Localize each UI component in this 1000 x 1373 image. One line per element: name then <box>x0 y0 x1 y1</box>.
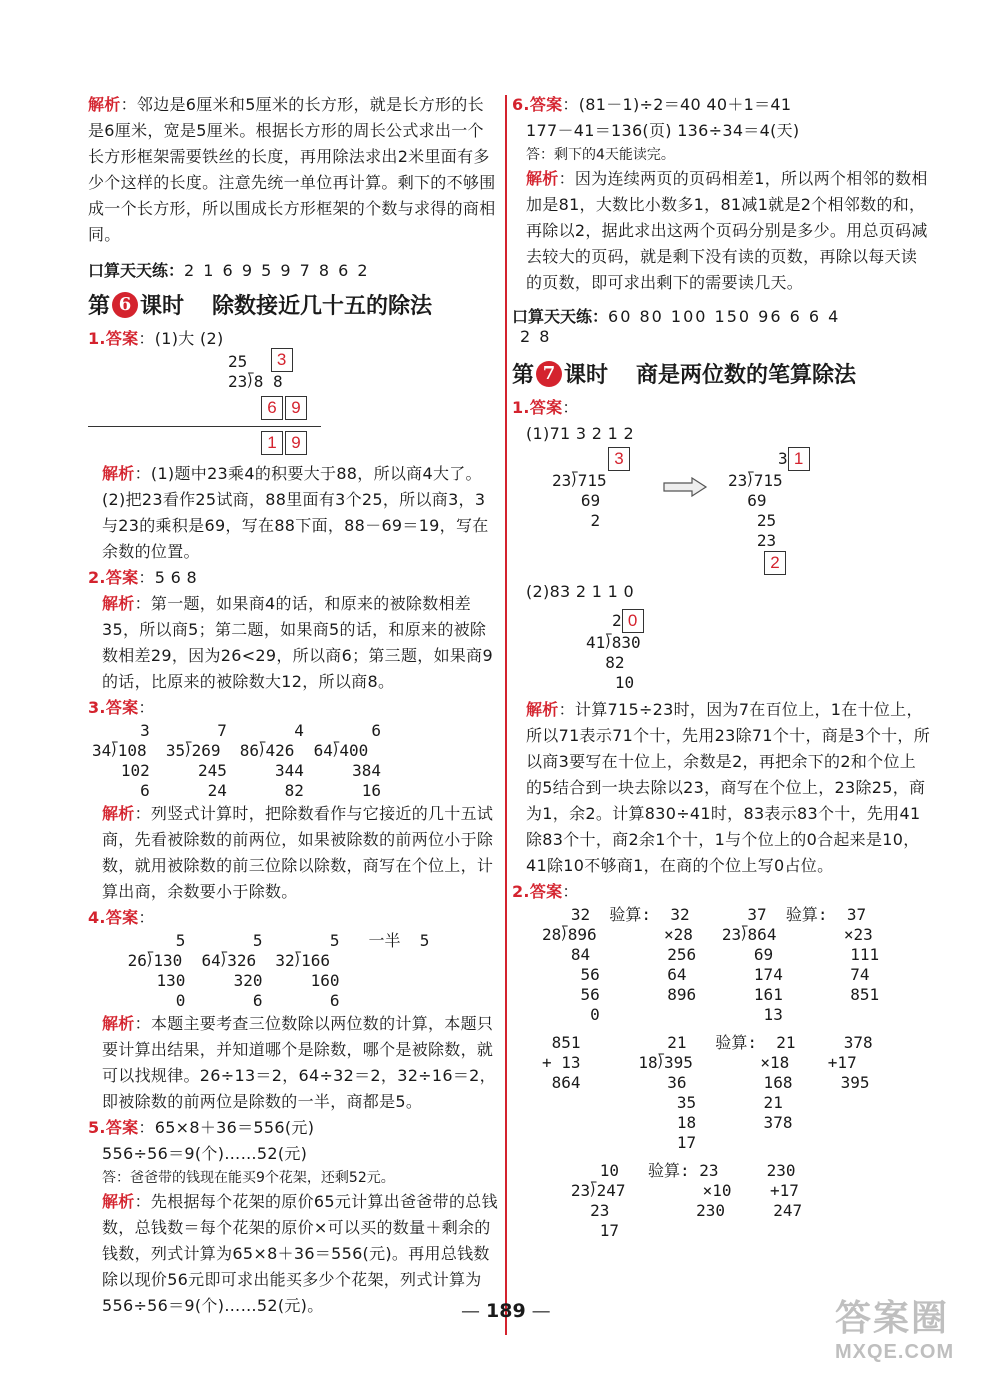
answer-box: 9 <box>285 396 307 420</box>
division-calcs: 3 7 4 6 34⟌108 35⟌269 86⟌426 64⟌400 102 245 344 384 6 24 82 16 <box>92 721 381 800</box>
oral-practice: 口算天天练：60 80 100 150 96 6 6 4 2 8 <box>512 307 841 346</box>
question-5: 5.答案：65×8＋36＝556(元) 556÷56＝9(个)……52(元) 答：爸爸带的钱现在能买9个花架，还剩52元。 解析：先根据每个花架的原价65元计算出爸爸带的总钱数，总钱数＝每个花架的原价×可以买的数量＋剩余的钱数，列式计算为65×8＋36＝556(元)。再用总钱数除以现价56元即可求出能买多少个花架，列式计算为556÷56＝9(个)……52(元)。 <box>88 1118 498 1315</box>
answer-box: 2 <box>764 551 786 575</box>
question-7-1: 1.答案： (1)71 3 2 1 2 3 23⟌715 69 2 3 1 23⟌715 69 25 23 2 (2)83 2 1 1 0 2 0 41⟌830 82 10 解析：计算715÷23时，因为7在百位上，1在十位上，所以71表示71个十，先用23除71个十，商是3个十，所以商3要写在十位上，余数是2，再把余下的2和个位上的5结合到一块去除以23，商写在个位上，23除25，商为1，余2。计算830÷41时，83表示83个十，先用41除83个十，商2余1个十，1与个位上的0合起来是10，41除10不够商1，在商的个位上写0占位。 <box>512 398 931 875</box>
top-note: 解析：邻边是6厘米和5厘米的长方形，就是长方形的长是6厘米，宽是5厘米。根据长方形的周长公式求出一个长方形框架需要铁丝的长度，再用除法求出2米里面有多少个这样的长度。注意先统一单位再计算。剩下的不够围成一个长方形，所以围成长方形框架的个数与求得的商相同。 <box>88 95 496 244</box>
question-6: 6.答案：(81－1)÷2＝40 40＋1＝41 177－41＝136(页) 136÷34＝4(天) 答：剩下的4天能读完。 解析：因为连续两页的页码相差1，所以两个相邻的数相加是81，大数比小数多1，81减1就是2个相邻数的和，再除以2，据此求出这两个页码分别是多少。用总页码减去较大的页码，就是剩下没有读的页数，再除以每天读的页数，即可求出剩下的需要读几天。 <box>512 95 928 292</box>
division-calcs: 851 21 验算: 21 378 + 13 18⟌395 ×18 +17 864 36 168 395 35 21 18 378 17 <box>542 1033 873 1152</box>
question-3: 3.答案： 3 7 4 6 34⟌108 35⟌269 86⟌426 64⟌400 102 245 344 384 6 24 82 16 解析：列竖式计算时，把除数看作与它接近的几十五试商，先看被除数的前两位，如果被除数的前两位小于除数，就用被除数的前三位除以除数，商写在个位上，计算出商，余数要小于除数。 <box>88 695 498 905</box>
right-column <box>512 92 932 1241</box>
division-calc: 41⟌830 82 10 <box>586 633 641 692</box>
arrow-icon <box>662 477 708 497</box>
answer-box: 9 <box>285 431 307 455</box>
column-divider <box>505 95 507 1335</box>
page-number: — 189 — <box>461 1300 551 1322</box>
division-calc: 25 23⟌8 8 <box>228 352 283 391</box>
answer-box: 6 <box>261 396 283 420</box>
answer-box: 1 <box>788 447 810 471</box>
answer-box: 3 <box>271 348 293 372</box>
division-calcs: 5 5 5 一半 5 26⟌130 64⟌326 32⟌166 130 320 160 0 6 6 <box>127 931 430 1010</box>
question-4: 4.答案： 5 5 5 一半 5 26⟌130 64⟌326 32⟌166 130 320 160 0 6 6 解析：本题主要考查三位数除以两位数的计算，本题只要计算出结果，并知道哪个是除数，哪个是被除数，就可以找规律。26÷13＝2，64÷32＝2，32÷16＝2，即被除数的前两位是除数的一半，商都是5。 <box>88 905 498 1115</box>
division-calcs: 10 验算: 23 230 23⟌247 ×10 +17 23 230 247 17 <box>570 1161 803 1240</box>
oral-practice: 口算天天练：2 1 6 9 5 9 7 8 6 2 <box>88 261 370 280</box>
division-calc: 23⟌715 69 25 23 <box>728 471 783 550</box>
division-calcs: 32 验算: 32 37 验算: 37 28⟌896 ×28 23⟌864 ×23 84 256 69 111 56 64 174 74 56 896 161 851 0 13 <box>542 905 880 1024</box>
left-column <box>88 92 498 1319</box>
question-1: 1.答案：(1)大 (2) 25 23⟌8 8 3 6 9 1 9 解析：(1)题中23乘4的积要大于88，所以商4大了。(2)把23看作25试商，88里面有3个25，所以商3，3与23的乘积是69，写在88下面，88－69＝19，写在余数的位置。 <box>88 329 489 561</box>
answer-box: 0 <box>622 609 644 633</box>
division-calc: 23⟌715 69 2 <box>552 471 607 530</box>
question-2: 2.答案：5 6 8 解析：第一题，如果商4的话，和原来的被除数相差35，所以商5；第二题，如果商5的话，和原来的被除数相差29，因为26<29，所以商6；第三题，如果商9的话，比原来的被除数大12，所以商8。 <box>88 568 493 691</box>
answer-box: 1 <box>261 431 283 455</box>
answer-box: 3 <box>608 447 630 471</box>
lesson-7-title: 第 7 课时 商是两位数的笔算除法 <box>512 362 857 388</box>
watermark: 答案圈 MXQE.COM <box>835 1297 955 1363</box>
lesson-6-title: 第 6 课时 除数接近几十五的除法 <box>88 293 433 319</box>
question-7-2: 2.答案： 32 验算: 32 37 验算: 37 28⟌896 ×28 23⟌864 ×23 84 256 69 111 56 64 174 74 56 896 161 851 0 13 851 21 验算: 21 378 + 13 18⟌395 ×18 +17 864 36 168 395 35 21 18 378 17 10 验算: 23 230 23⟌247 ×10 +17 23 230 247 17 <box>512 879 932 1241</box>
